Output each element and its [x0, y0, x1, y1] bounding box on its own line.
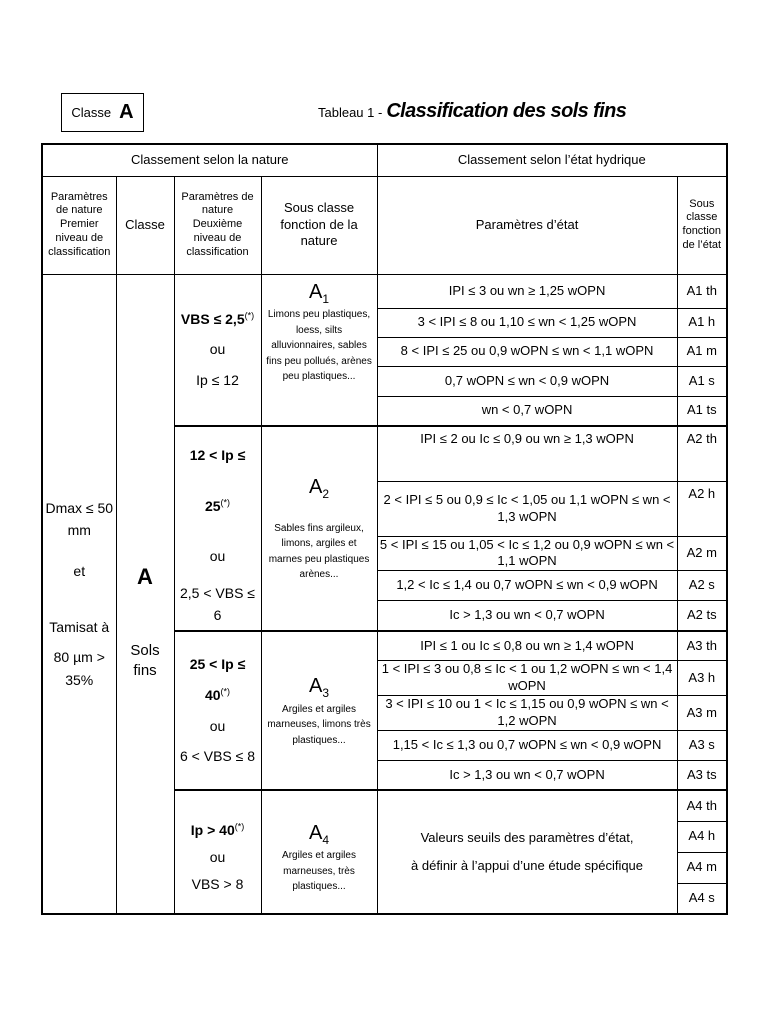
param-row: 3 < IPI ≤ 10 ou 1 < Ic ≤ 1,15 ou 0,9 wOPN ≤ wn < 1,2 wOPN	[377, 696, 677, 731]
sc-row: A3 s	[677, 730, 727, 760]
param-row: 3 < IPI ≤ 8 ou 1,10 ≤ wn < 1,25 wOPN	[377, 308, 677, 337]
tamisat: Tamisat à	[49, 618, 110, 635]
param-a1-l1: VBS ≤ 2,5(*)	[180, 309, 255, 327]
sc-row: A4 th	[677, 790, 727, 821]
classe-name: Sols fins	[130, 642, 160, 679]
sc-row: A4 h	[677, 821, 727, 852]
col3-head-a: Paramètres de nature	[181, 190, 254, 217]
group-param-a4	[174, 790, 261, 914]
param-row: 1,15 < Ic ≤ 1,3 ou 0,7 wOPN ≤ wn < 0,9 wOPN	[377, 730, 677, 760]
group-sub-a2	[261, 426, 377, 631]
head-nature: Classement selon la nature	[42, 144, 377, 176]
header-row-1	[42, 144, 727, 176]
param-a4-l1: Ip > 40(*)	[190, 821, 245, 839]
sc-row: A2 ts	[677, 601, 727, 631]
sub-a4: $A_4$	[309, 821, 330, 847]
state-note-a4	[377, 790, 677, 914]
col-deuxieme-niveau	[174, 176, 261, 274]
param-a1-l2: ou	[209, 341, 226, 358]
state-text-1: Valeurs seuils des paramètres d’état,	[420, 829, 634, 845]
header-row-2	[42, 176, 727, 274]
col3-head-b: Deuxième niveau de classification	[186, 218, 249, 258]
first-level-cell	[42, 274, 116, 914]
sc-row: A3 th	[677, 631, 727, 661]
classe-letter: A	[137, 563, 153, 589]
table-row	[42, 274, 727, 308]
sc-row: A2 h	[677, 481, 727, 536]
sc-row: A1 s	[677, 366, 727, 396]
desc-a3: Argiles et argiles marneuses, limons très plastiques...	[267, 703, 371, 746]
param-a4-l2: ou	[209, 849, 226, 866]
param-a1-l3: Ip ≤ 12	[196, 372, 239, 389]
et: et	[73, 562, 86, 579]
dmax: Dmax ≤ 50 mm	[45, 499, 114, 539]
col-premier-niveau	[42, 176, 116, 274]
classe-cell	[116, 274, 174, 914]
group-sub-a1	[261, 274, 377, 426]
sc-row: A3 ts	[677, 760, 727, 790]
sc-row: A1 ts	[677, 396, 727, 426]
group-sub-a3	[261, 631, 377, 791]
head-hydrique: Classement selon l’état hydrique	[377, 144, 727, 176]
sc-row: A4 m	[677, 852, 727, 883]
param-row: 1 < IPI ≤ 3 ou 0,8 ≤ Ic < 1 ou 1,2 wOPN ≤ wn < 1,4 wOPN	[377, 661, 677, 696]
desc-a2: Sables fins argileux, limons, argiles et marnes peu plastiques arènes...	[268, 522, 370, 581]
param-row: IPI ≤ 1 ou Ic ≤ 0,8 ou wn ≥ 1,4 wOPN	[377, 631, 677, 661]
param-a2-l1: 12 < Ip ≤ 25(*)	[189, 447, 246, 514]
col-classe: Classe	[116, 176, 174, 274]
col1-head-a: Paramètres de nature	[50, 190, 108, 217]
group-param-a3	[174, 631, 261, 791]
sc-row: A3 m	[677, 696, 727, 731]
col-parametres-etat: Paramètres d’état	[377, 176, 677, 274]
param-row: 8 < IPI ≤ 25 ou 0,9 wOPN ≤ wn < 1,1 wOPN	[377, 337, 677, 366]
sc-row: A3 h	[677, 661, 727, 696]
sc-row: A1 m	[677, 337, 727, 366]
group-param-a1	[174, 274, 261, 426]
param-row: 2 < IPI ≤ 5 ou 0,9 ≤ Ic < 1,05 ou 1,1 wOPN ≤ wn < 1,3 wOPN	[377, 481, 677, 536]
col-sous-classe-etat: Sous classe fonction de l’état	[677, 176, 727, 274]
param-row: 5 < IPI ≤ 15 ou 1,05 < Ic ≤ 1,2 ou 0,9 wOPN ≤ wn < 1,1 wOPN	[377, 536, 677, 571]
sc-row: A1 th	[677, 274, 727, 308]
param-row: Ic > 1,3 ou wn < 0,7 wOPN	[377, 601, 677, 631]
sc-row: A2 m	[677, 536, 727, 571]
desc-a1: Limons peu plastiques, loess, silts alluvionnaires, sables fins peu pollués, arènes peu plastiques...	[266, 309, 372, 383]
desc-a4: Argiles et argiles marneuses, très plastiques...	[282, 850, 356, 893]
param-a2-l3: 2,5 < VBS ≤ 6	[179, 584, 255, 623]
col-sous-classe-nature: Sous classe fonction de la nature	[261, 176, 377, 274]
state-text-2: à définir à l’appui d’une étude spécifique	[411, 858, 644, 874]
sub-a3: $A_3$	[309, 675, 330, 701]
tamisat-value: 80 µm > 35%	[53, 649, 105, 688]
classe-label: Classe	[71, 105, 112, 120]
param-a4-l3: VBS > 8	[191, 875, 244, 892]
title-main: Classification des sols fins	[386, 100, 627, 122]
sc-row: A2 th	[677, 426, 727, 481]
sc-row: A4 s	[677, 883, 727, 914]
param-row: Ic > 1,3 ou wn < 0,7 wOPN	[377, 760, 677, 790]
col1-head-b: Premier niveau de classification	[48, 218, 111, 258]
classe-box	[61, 93, 144, 132]
param-row: IPI ≤ 3 ou wn ≥ 1,25 wOPN	[377, 274, 677, 308]
title-prefix: Tableau 1 -	[318, 105, 383, 120]
sub-a2: $A_2$	[309, 476, 330, 502]
param-a3-l2: ou	[209, 717, 226, 734]
sc-row: A2 s	[677, 571, 727, 601]
param-row: IPI ≤ 2 ou Ic ≤ 0,9 ou wn ≥ 1,3 wOPN	[377, 426, 677, 481]
group-sub-a4	[261, 790, 377, 914]
sub-a1: $A_1$	[309, 280, 330, 306]
page-title	[318, 100, 626, 128]
param-a3-l3: 6 < VBS ≤ 8	[179, 748, 255, 765]
param-a2-l2: ou	[209, 548, 226, 565]
classification-table	[41, 143, 728, 915]
sc-row: A1 h	[677, 308, 727, 337]
param-row: wn < 0,7 wOPN	[377, 396, 677, 426]
param-row: 1,2 < Ic ≤ 1,4 ou 0,7 wOPN ≤ wn < 0,9 wOPN	[377, 571, 677, 601]
classe-value: A	[119, 101, 134, 123]
param-row: 0,7 wOPN ≤ wn < 0,9 wOPN	[377, 366, 677, 396]
param-a3-l1: 25 < Ip ≤ 40(*)	[189, 655, 246, 703]
group-param-a2	[174, 426, 261, 631]
